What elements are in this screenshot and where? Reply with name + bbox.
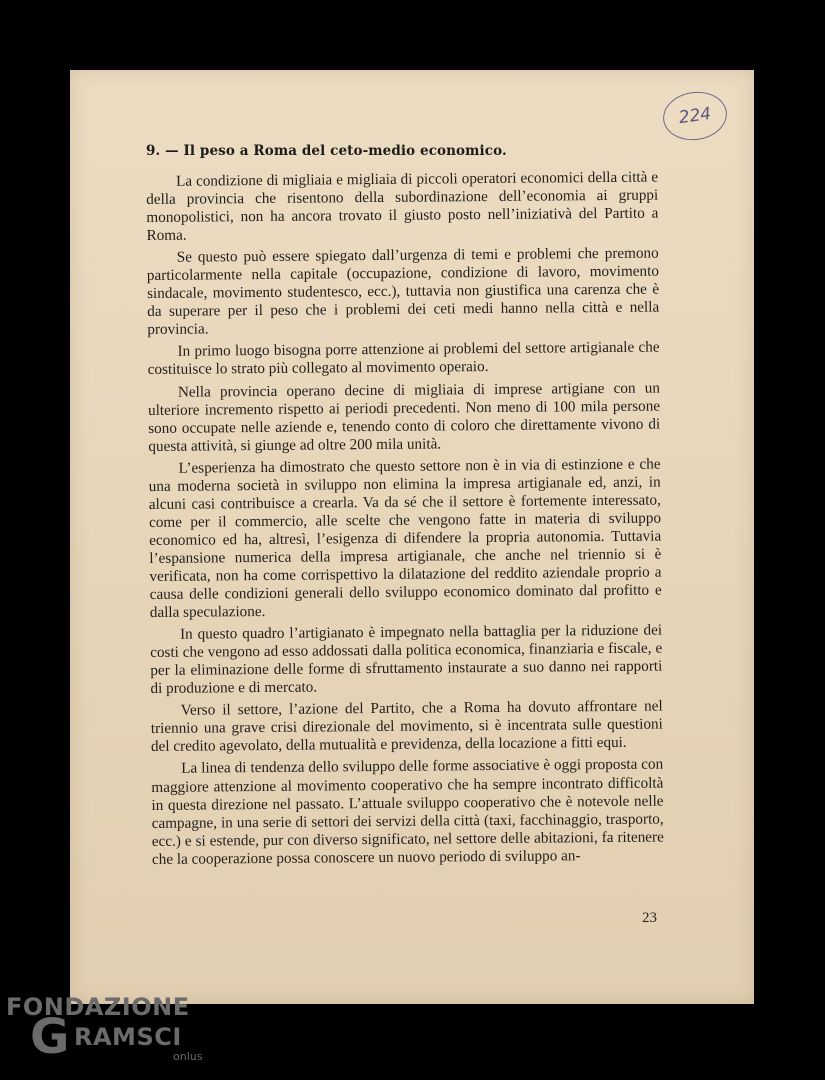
paragraph: La linea di tendenza dello sviluppo delle forme associative è oggi proposta con maggiore attenzione al movimento cooperativo che ha sempre incontrato difficoltà in questa direzione nel passato. L’attuale sviluppo cooperativo che è notevole nelle campagne, in una serie di settori dei servizi della città (taxi, facchinaggio, trasporto, ecc.) e si estende, pur con diverso significato, nel settore delle abitazioni, fa ritenere che la cooperazione possa conoscere un nuovo periodo di sviluppo an- (151, 755, 664, 868)
paragraph: Se questo può essere spiegato dall’urgenza di temi e problemi che premono particolarmente nella capitale (occupazione, condizione di lavoro, movimento sindacale, movimento studentesco, ecc.), tuttavia non giustifica una carenza che è da superare per il peso che i problemi dei ceti medi hanno nella città e nella provincia. (146, 244, 660, 339)
paragraph: Verso il settore, l’azione del Partito, che a Roma ha dovuto affrontare nel triennio una grave crisi direzionale del movimento, si è incentrata sulle questioni del credito agevolato, della mutualità e previdenza, della locazione a fitti equi. (150, 697, 663, 756)
body-text (146, 169, 664, 873)
watermark-line1: FONDAZIONE (6, 993, 190, 1021)
paragraph: Nella provincia operano decine di migliaia di imprese artigiane con un ulteriore incremento rispetto ai periodi precedenti. Non meno di 100 mila persone sono occupate nelle aziende e, tenendo conto di coloro che direttamente vivono di questa attività, si giunge ad oltre 200 mila unità. (147, 379, 661, 455)
watermark-sub: onlus (173, 1050, 203, 1063)
paragraph: In questo quadro l’artigianato è impegnato nella battaglia per la riduzione dei costi che vengono ad esso addossati dalla politica economica, finanziaria e fiscale, e per la eliminazione delle forme di sfruttamento instaurate a suo danno nei rapporti di produzione e di mercato. (150, 621, 663, 698)
paragraph: L’esperienza ha dimostrato che questo settore non è in via di estinzione e che una moderna società in sviluppo non elimina la impresa artigianale ed, anzi, in alcuni casi contribuisce a crearla. Va da sé che il settore è fortemente interessato, come per il commercio, alle scelte che vengono fatte in materia di sviluppo economico ed ha, altresì, l’esigenza di difendere la propria autonomia. Tuttavia l’espansione numerica della impresa artigianale, che anche nel triennio si è verificata, non ha come corrispettivo la dilatazione del reddito aziendale proprio a causa delle condizioni generali dello sviluppo economico dominato dal profitto e dalla speculazione. (148, 455, 662, 622)
document-page (70, 70, 754, 1004)
page-number: 23 (642, 910, 657, 926)
watermark-line2: RAMSCI (74, 1023, 182, 1051)
paragraph: La condizione di migliaia e migliaia di piccoli operatori economici della città e della provincia che risentono della subordinazione dell’economia ai gruppi monopolistici, non ha ancora trovato il giusto posto nell’iniziativà del Partito a Roma. (146, 168, 659, 245)
fondazione-gramsci-watermark (6, 993, 206, 1075)
section-heading: 9. — Il peso a Roma del ceto-medio economico. (146, 143, 507, 159)
paragraph: In primo luogo bisogna porre attenzione ai problemi del settore artigianale che costituisce lo strato più collegato al movimento operaio. (147, 338, 660, 379)
watermark-g-letter: G (30, 1009, 70, 1065)
archive-number-stamp: 224 (660, 88, 730, 144)
